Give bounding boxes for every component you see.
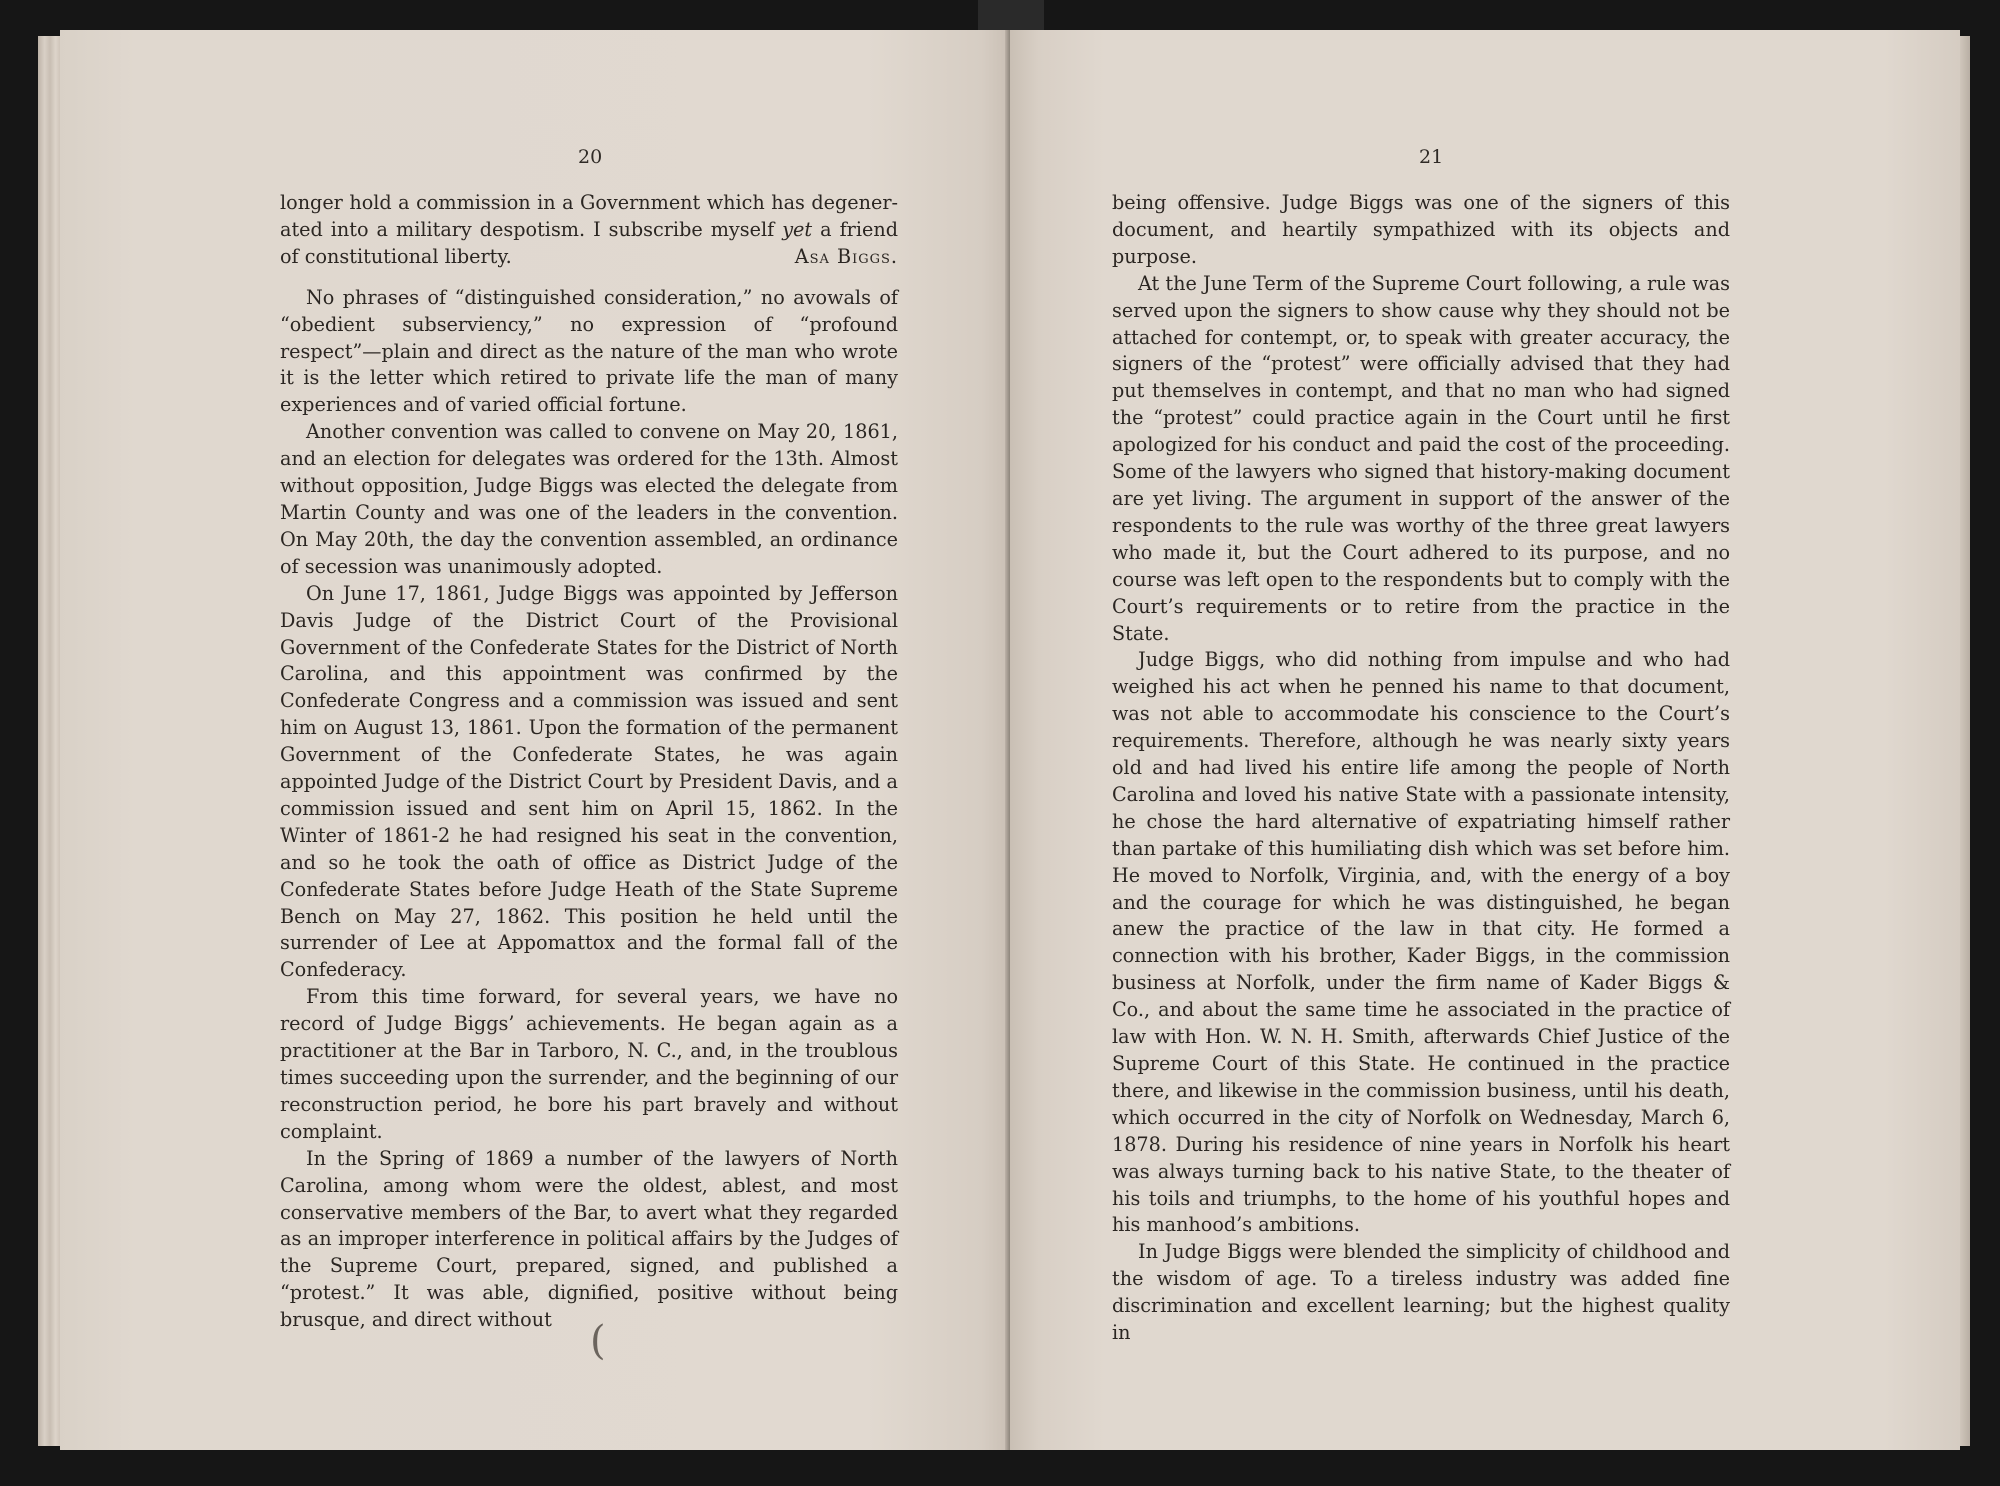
- paragraph: On June 17, 1861, Judge Biggs was appointed by Jefferson Davis Judge of the District Court of the Provisional Government of the Confederate States for the District of North Carolina, and this appointment was confirmed by the Confederate Congress and a commission was issued and sent him on August 13, 1861. Upon the formation of the permanent Government of the Confederate States, he was again appointed Judge of the District Court by President Davis, and a commission issued and sent him on April 15, 1862. In the Winter of 1861-2 he had resigned his seat in the convention, and so he took the oath of office as District Judge of the Confederate States before Judge Heath of the State Supreme Bench on May 27, 1862. This position he held until the surrender of Lee at Appomattox and the formal fall of the Confederacy.: [280, 581, 898, 982]
- paragraph: In the Spring of 1869 a number of the lawyers of North Carolina, among whom were the oldest, ablest, and most conservative members of the Bar, to avert what they regarded as an improper interference in political affairs by the Judges of the Supreme Court, prepared, signed, and published a “protest.” It was able, dignified, positive without being brusque, and direct without: [280, 1146, 898, 1332]
- closing-line-1: longer hold a commission in a Government which has degener-: [280, 191, 898, 214]
- closing-line-3: a friend: [820, 217, 898, 241]
- paragraph: being offensive. Judge Biggs was one of the signers of this document, and heartily sympathized with its objects and purpose.: [1112, 191, 1730, 268]
- right-text-column: [1112, 190, 1730, 1347]
- right-page-edges: [1960, 36, 1970, 1446]
- closing-line-2: ated into a military despotism. I subscribe myself: [280, 217, 775, 241]
- paragraph: Another convention was called to convene on May 20, 1861, and an election for delegates was ordered for the 13th. Almost without opposition, Judge Biggs was elected the delegate from Martin County and was one of the leaders in the convention. On May 20th, the day the convention assembled, an ordinance of secession was unanimously adopted.: [280, 420, 898, 578]
- paragraph: From this time forward, for several years, we have no record of Judge Biggs’ achievements. He began again as a practitioner at the Bar in Tarboro, N. C., and, in the troublous times succeeding upon the surrender, and the beginning of our reconstruction period, he bore his part bravely and without complaint.: [280, 985, 898, 1143]
- right-page-number: 21: [1419, 146, 1444, 168]
- closing-line-4: of constitutional liberty.: [280, 244, 512, 268]
- paragraph: No phrases of “distinguished consideration,” no avowals of “obedient subserviency,” no expression of “profound respect”—plain and direct as the nature of the man who wrote it is the letter which retired to private life the man of many experiences and of varied official fortune.: [280, 285, 898, 417]
- left-page-number: 20: [578, 146, 603, 168]
- spine-tab: [978, 0, 1044, 34]
- paragraph: In Judge Biggs were blended the simplicity of childhood and the wisdom of age. To a tireless industry was added fine discrimination and excellent learning; but the highest quality in: [1112, 1240, 1730, 1345]
- paragraph: At the June Term of the Supreme Court following, a rule was served upon the signers to show cause why they should not be attached for contempt, or, to speak with greater accuracy, the signers of the “protest” were officially advised that they had put themselves in contempt, and that no man who had signed the “protest” could practice again in the Court until he first apologized for his conduct and paid the cost of the proceeding. Some of the lawyers who signed that history-making document are yet living. The argument in support of the answer of the respondents to the rule was worthy of the three great lawyers who made it, but the Court adhered to its purpose, and no course was left open to the respondents but to comply with the Court’s requirements or to retire from the practice in the State.: [1112, 271, 1730, 645]
- paragraph: Judge Biggs, who did nothing from impulse and who had weighed his act when he penned his name to that document, was not able to accommodate his conscience to the Court’s requirements. Therefore, although he was nearly sixty years old and had lived his entire life among the people of North Carolina and loved his native State with a passionate intensity, he chose the hard alternative of expatriating himself rather than partake of this humiliating dish which was set before him. He moved to Norfolk, Virginia, and, with the energy of a boy and the courage for which he was distinguished, he began anew the practice of the law in that city. He formed a connection with his brother, Kader Biggs, in the commission business at Norfolk, under the firm name of Kader Biggs & Co., and about the same time he associated in the practice of law with Hon. W. N. H. Smith, afterwards Chief Justice of the Supreme Court of this State. He continued in the practice there, and likewise in the commission business, until his death, which occurred in the city of Norfolk on Wednesday, March 6, 1878. During his residence of nine years in Norfolk his heart was always turning back to his native State, to the theater of his toils and triumphs, to the home of his youthful hopes and his manhood’s ambitions.: [1112, 648, 1730, 1237]
- left-page-edges: [38, 36, 60, 1446]
- signature: Asa Biggs.: [794, 244, 898, 268]
- left-text-column: [280, 190, 898, 1334]
- pencil-mark: (: [590, 1318, 606, 1364]
- closing-emphasis: yet: [782, 217, 813, 241]
